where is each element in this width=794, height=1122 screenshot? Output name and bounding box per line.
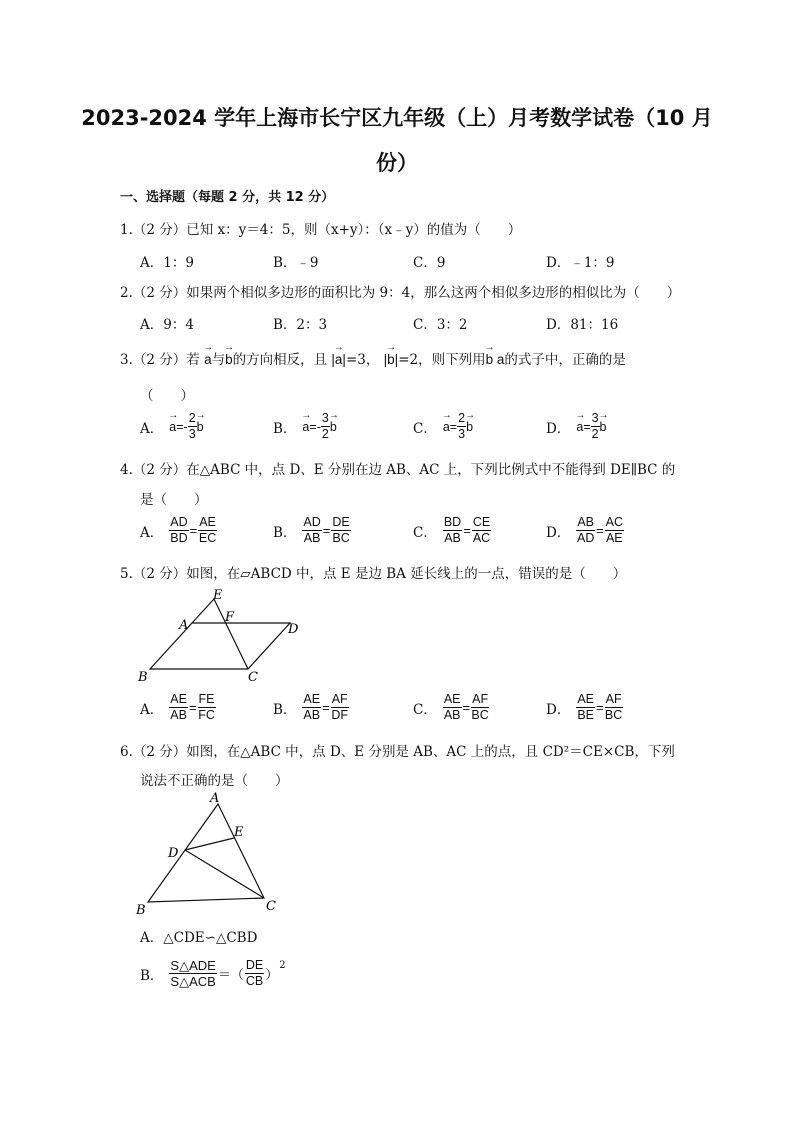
q6-option-a: A．△CDE∽△CBD [140, 930, 258, 946]
label-d: D [288, 622, 299, 637]
q1-option-c: C．9 [413, 255, 446, 271]
label-a: A [179, 618, 189, 633]
q4-option-d: D． $\frac{AB}{AD}$ = $\frac{AC}{AE}$ [546, 515, 623, 545]
vector-ba: → b a [486, 352, 505, 367]
q2-option-d: D．81：16 [546, 317, 619, 333]
question-5-stem: 5.（2 分）如图，在▱ABCD 中，点 E 是边 BA 延长线上的一点，错误的是（ ） [120, 566, 627, 582]
label-c: C [266, 899, 276, 914]
vector-b: → b [225, 352, 233, 367]
q5-option-b: B． $\frac{AE}{AB}$ = $\frac{AF}{DF}$ [273, 692, 349, 722]
question-3-stem: 3.（2 分）若 → a与→ b的方向相反，且 |→ a|=3， |→ b|=2，则下列用→ b a的式子中，正确的是 [120, 348, 626, 368]
question-2-stem: 2.（2 分）如果两个相似多边形的面积比为 9：4，那么这两个相似多边形的相似比为（ ） [120, 285, 681, 301]
q2-option-b: B．2：3 [273, 317, 328, 333]
q6-option-b: B． $\frac{\text{S△ADE}}{\text{S△ACB}}$ ＝（ $\frac{DE}{CB}$ ） $^2$ [140, 958, 286, 989]
q2-option-a: A．9：4 [140, 317, 194, 333]
q3-option-c: C． → a = $\frac{2}{3}$ → b [413, 411, 473, 442]
label-b: B [136, 903, 146, 918]
label-a: A [210, 791, 220, 806]
q2-option-c: C．3：2 [413, 317, 468, 333]
q4-option-b: B． $\frac{AD}{AB}$ = $\frac{DE}{BC}$ [273, 515, 350, 545]
label-e: E [213, 588, 223, 603]
question-6-stem: 6.（2 分）如图，在△ABC 中，点 D、E 分别是 AB、AC 上的点，且 CD²＝CE×CB，下列 [120, 744, 675, 760]
question-6-line2: 说法不正确的是（ ） [140, 773, 289, 789]
q4-option-c: C． $\frac{BD}{AB}$ = $\frac{CE}{AC}$ [413, 515, 491, 545]
q4-option-a: A． $\frac{AD}{BD}$ = $\frac{AE}{EC}$ [140, 515, 217, 545]
q3-option-b: B． → a = - $\frac{3}{2}$ → b [273, 411, 337, 442]
q5-option-d: D． $\frac{AE}{BE}$ = $\frac{AF}{BC}$ [546, 692, 623, 722]
line-ae [192, 599, 214, 623]
label-b: B [138, 670, 148, 685]
section-heading: 一、选择题（每题 2 分，共 12 分） [120, 190, 335, 205]
q1-option-a: A．1：9 [140, 255, 194, 271]
question-1-stem: 1.（2 分）已知 x：y＝4：5，则（x+y）：（x﹣y）的值为（ ） [120, 222, 522, 238]
q3-option-a: A． → a = - $\frac{2}{3}$ → b [140, 411, 204, 442]
q1-option-d: D．﹣1：9 [546, 255, 615, 271]
abs-a: |→ a| [331, 352, 346, 367]
q3-option-d: D． → a = $\frac{3}{2}$ → b [546, 411, 607, 442]
parallelogram-figure [130, 585, 320, 685]
page-title: 2023-2024 学年上海市长宁区九年级（上）月考数学试卷（10 月 [81, 106, 713, 130]
vector-a: → a [204, 352, 212, 367]
q5-option-c: C． $\frac{AE}{AB}$ = $\frac{AF}{BC}$ [413, 692, 489, 722]
page-title-continued: 份） [376, 151, 418, 175]
question-4-paren: 是（ ） [140, 492, 208, 508]
q5-option-a: A． $\frac{AE}{AB}$ = $\frac{FE}{FC}$ [140, 692, 215, 722]
label-d: D [168, 846, 179, 861]
triangle-figure [130, 790, 290, 920]
label-c: C [248, 670, 258, 685]
question-4-stem: 4.（2 分）在△ABC 中，点 D、E 分别在边 AB、AC 上，下列比例式中不能得到 DE∥BC 的 [120, 462, 676, 478]
parallelogram-abcd [150, 623, 290, 669]
abs-b: |→ b| [384, 352, 399, 367]
question-3-paren: （ ） [140, 388, 194, 404]
label-f: F [225, 610, 235, 625]
q1-option-b: B．﹣9 [273, 255, 319, 271]
label-e: E [234, 825, 244, 840]
